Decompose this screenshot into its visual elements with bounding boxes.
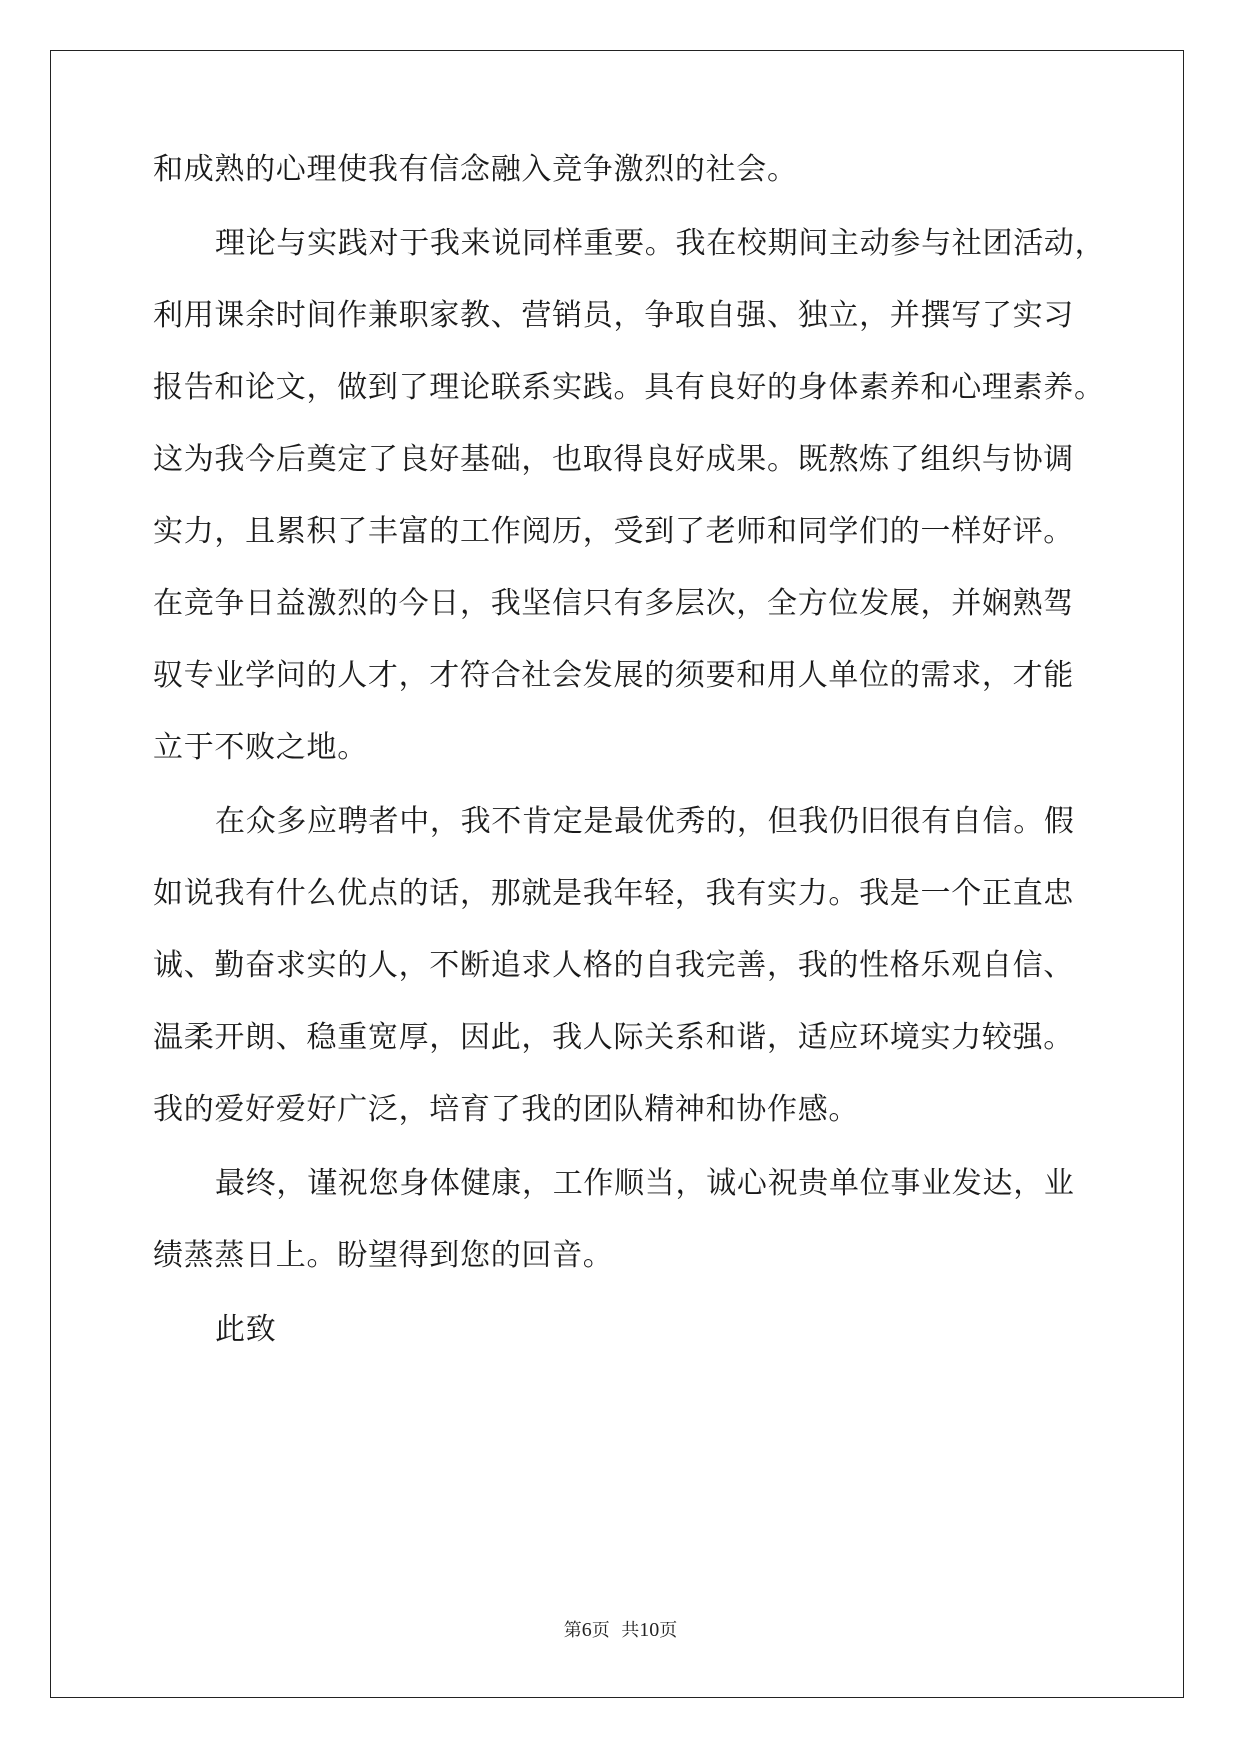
paragraph-line: 和成熟的心理使我有信念融入竞争激烈的社会。 — [153, 152, 798, 187]
paragraph-line: 温柔开朗、稳重宽厚，因此，我人际关系和谐，适应环境实力较强。 — [153, 1020, 1074, 1055]
paragraph-line: 实力，且累积了丰富的工作阅历，受到了老师和同学们的一样好评。 — [153, 514, 1074, 549]
paragraph-line: 绩蒸蒸日上。盼望得到您的回音。 — [153, 1238, 614, 1273]
paragraph-line: 利用课余时间作兼职家教、营销员，争取自强、独立，并撰写了实习 — [153, 298, 1074, 333]
current-page-number: 6 — [581, 1619, 592, 1641]
closing-salutation: 此致 — [215, 1312, 277, 1347]
footer-prefix: 第 — [563, 1620, 582, 1641]
page-footer — [0, 1616, 1241, 1642]
paragraph-line: 理论与实践对于我来说同样重要。我在校期间主动参与社团活动， — [215, 226, 1106, 261]
paragraph-line: 如说我有什么优点的话，那就是我年轻，我有实力。我是一个正直忠 — [153, 876, 1074, 911]
paragraph-line: 我的爱好爱好广泛，培育了我的团队精神和协作感。 — [153, 1092, 860, 1127]
paragraph-line: 最终，谨祝您身体健康，工作顺当，诚心祝贵单位事业发达，业 — [215, 1166, 1075, 1201]
footer-suffix: 页 — [659, 1620, 678, 1641]
total-pages-number: 10 — [639, 1619, 660, 1641]
footer-mid: 页 共 — [591, 1620, 640, 1641]
paragraph-line: 在竞争日益激烈的今日，我坚信只有多层次，全方位发展，并娴熟驾 — [153, 586, 1074, 621]
paragraph-line: 立于不败之地。 — [153, 730, 368, 765]
paragraph-line: 诚、勤奋求实的人，不断追求人格的自我完善，我的性格乐观自信、 — [153, 948, 1074, 983]
paragraph-line: 在众多应聘者中，我不肯定是最优秀的，但我仍旧很有自信。假 — [215, 804, 1075, 839]
paragraph-line: 驭专业学问的人才，才符合社会发展的须要和用人单位的需求，才能 — [153, 658, 1074, 693]
paragraph-line: 这为我今后奠定了良好基础，也取得良好成果。既熬炼了组织与协调 — [153, 442, 1074, 477]
paragraph-line: 报告和论文，做到了理论联系实践。具有良好的身体素养和心理素养。 — [153, 370, 1105, 405]
